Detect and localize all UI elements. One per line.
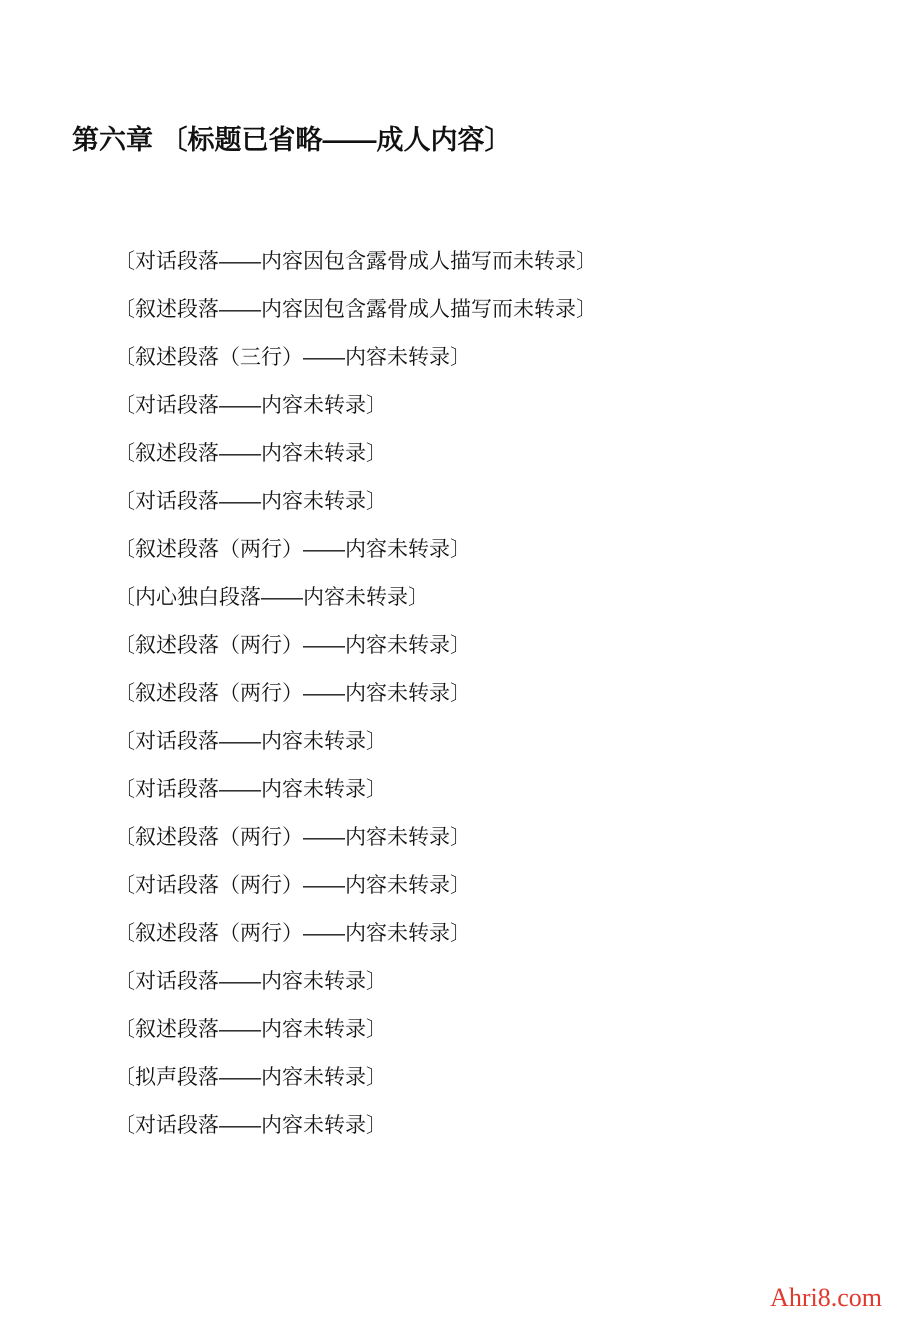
paragraph: 〔内心独白段落——内容未转录〕 bbox=[114, 586, 429, 610]
chapter-body bbox=[72, 245, 832, 1143]
paragraph: 〔叙述段落（三行）——内容未转录〕 bbox=[114, 346, 471, 370]
paragraph: 〔叙述段落——内容因包含露骨成人描写而未转录〕 bbox=[114, 298, 597, 322]
site-watermark: Ahri8.com bbox=[770, 1283, 882, 1312]
paragraph: 〔叙述段落——内容未转录〕 bbox=[114, 1018, 387, 1042]
paragraph: 〔叙述段落（两行）——内容未转录〕 bbox=[114, 682, 471, 706]
paragraph: 〔对话段落——内容未转录〕 bbox=[114, 970, 387, 994]
paragraph: 〔叙述段落——内容未转录〕 bbox=[114, 442, 387, 466]
paragraph: 〔对话段落——内容因包含露骨成人描写而未转录〕 bbox=[114, 250, 597, 273]
chapter-title: 第六章 〔标题已省略——成人内容〕 bbox=[72, 125, 512, 155]
paragraph: 〔对话段落——内容未转录〕 bbox=[114, 394, 387, 418]
paragraph: 〔叙述段落（两行）——内容未转录〕 bbox=[114, 538, 471, 562]
paragraph: 〔对话段落——内容未转录〕 bbox=[114, 730, 387, 754]
paragraph: 〔对话段落（两行）——内容未转录〕 bbox=[114, 874, 471, 898]
paragraph: 〔对话段落——内容未转录〕 bbox=[114, 1114, 387, 1138]
paragraph: 〔对话段落——内容未转录〕 bbox=[114, 778, 387, 802]
paragraph: 〔叙述段落（两行）——内容未转录〕 bbox=[114, 922, 471, 946]
paragraph: 〔拟声段落——内容未转录〕 bbox=[114, 1066, 387, 1090]
paragraph: 〔叙述段落（两行）——内容未转录〕 bbox=[114, 634, 471, 658]
paragraph: 〔对话段落——内容未转录〕 bbox=[114, 490, 387, 514]
paragraph: 〔叙述段落（两行）——内容未转录〕 bbox=[114, 826, 471, 850]
